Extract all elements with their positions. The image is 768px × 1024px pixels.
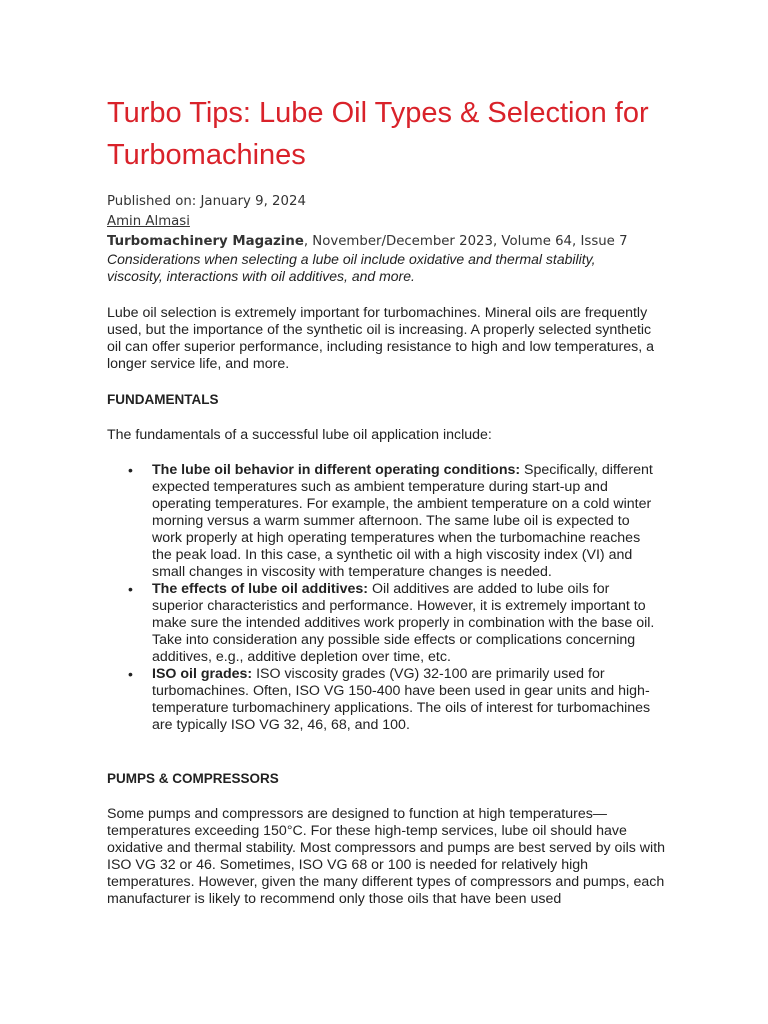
list-item-bold: ISO oil grades: (152, 666, 253, 682)
list-item-bold: The effects of lube oil additives: (152, 581, 368, 597)
list-item (107, 462, 662, 581)
author-link[interactable]: Amin Almasi (107, 214, 190, 229)
list-item-text: Oil additives are added to lube oils for superior characteristics and performance. However, it is extremely important to make sure the intended additives work properly in combination with the base oil. Take into consideration any possible side effects or complications concerning additives, e.g., additive depletion over time, etc. (152, 581, 655, 665)
section-heading-pumps-compressors: PUMPS & COMPRESSORS (107, 771, 279, 786)
bullet-icon: • (128, 462, 133, 478)
list-item (107, 581, 662, 666)
magazine-name: Turbomachinery Magazine (107, 234, 304, 249)
article-subtitle: Considerations when selecting a lube oil include oxidative and thermal stability, viscosity, interactions with oil additives, and more. (107, 251, 596, 284)
magazine-issue: , November/December 2023, Volume 64, Issue 7 (303, 234, 628, 249)
section-heading-fundamentals: FUNDAMENTALS (107, 392, 219, 407)
list-item (107, 666, 662, 734)
publish-date: Published on: January 9, 2024 (107, 194, 306, 209)
intro-paragraph: Lube oil selection is extremely important for turbomachines. Mineral oils are frequently used, but the importance of the synthetic oil is increasing. A properly selected synthetic oil can offer superior performance, including resistance to high and low temperatures, a longer service life, and more. (107, 305, 655, 372)
article-title: Turbo Tips: Lube Oil Types & Selection for Turbomachines (107, 97, 649, 171)
list-item-text: ISO viscosity grades (VG) 32-100 are primarily used for turbomachines. Often, ISO VG 150-400 have been used in gear units and high-temperature turbomachinery applications. The oils of interest for turbomachines are typically ISO VG 32, 46, 68, and 100. (152, 666, 651, 733)
list-item-bold: The lube oil behavior in different operating conditions: (152, 462, 521, 478)
bullet-icon: • (128, 666, 133, 682)
fundamentals-lead: The fundamentals of a successful lube oil application include: (107, 427, 492, 443)
bullet-icon: • (128, 581, 133, 597)
magazine-citation (107, 233, 628, 251)
list-item-text: Specifically, different expected temperatures such as ambient temperature during start-up and operating temperatures. For example, the ambient temperature on a cold winter morning versus a warm summer afternoon. The same lube oil is expected to work properly at high operating temperatures when the turbomachine reaches the peak load. In this case, a synthetic oil with a high viscosity index (VI) and small changes in viscosity with temperature changes is needed. (152, 462, 653, 580)
fundamentals-list (107, 462, 667, 734)
pumps-compressors-paragraph: Some pumps and compressors are designed to function at high temperatures—temperatures exceeding 150°C. For these high-temp services, lube oil should have oxidative and thermal stability. Most compressors and pumps are best served by oils with ISO VG 32 or 46. Sometimes, ISO VG 68 or 100 is needed for relatively high temperatures. However, given the many different types of compressors and pumps, each manufacturer is likely to recommend only those oils that have been used (107, 806, 666, 907)
